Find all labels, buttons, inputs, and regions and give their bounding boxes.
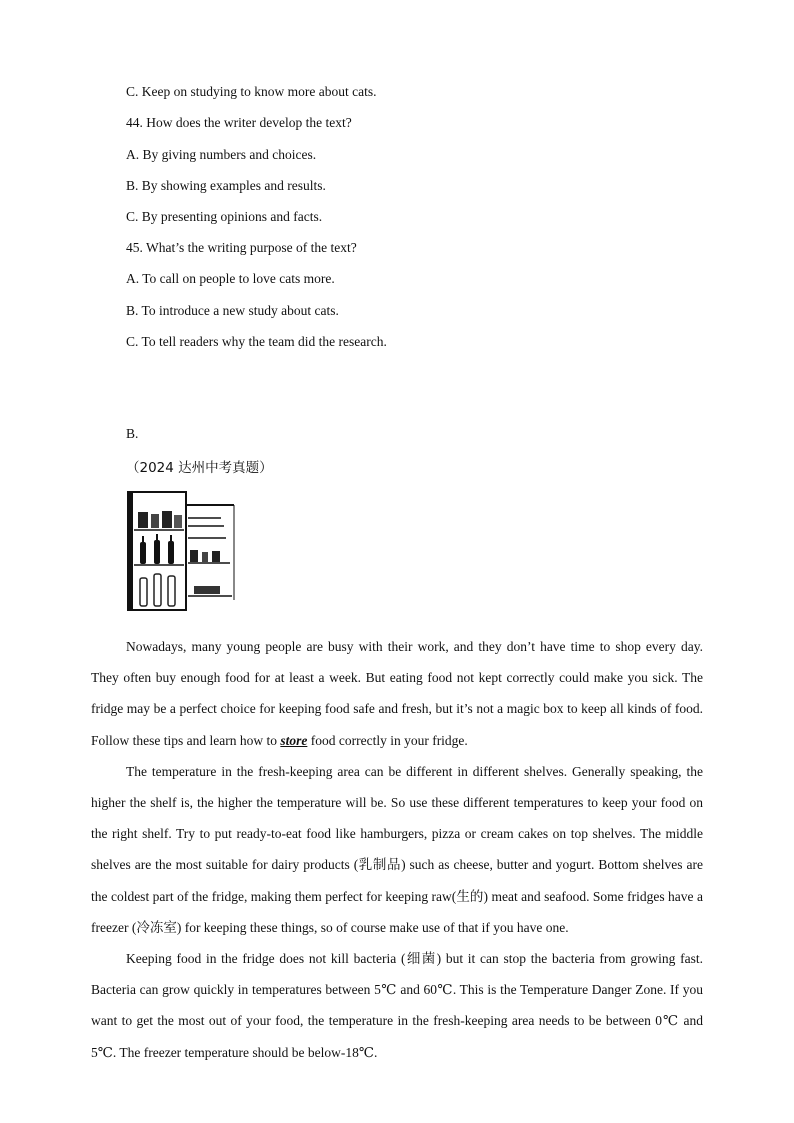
- option-44c: C. By presenting opinions and facts.: [126, 209, 323, 224]
- section-label: B.: [126, 426, 139, 441]
- option-43c: C. Keep on studying to know more about cats.: [126, 84, 377, 99]
- keyword-store: store: [280, 732, 308, 748]
- option-45a: A. To call on people to love cats more.: [126, 271, 335, 286]
- paragraph-3: Keeping food in the fridge does not kill bacteria (细菌) but it can stop the bacteria from growing fast. Bacteria can grow quickly in temperatures between 5℃ and 60℃. This is the Temperature Danger Zone. If you want to get the most out of your food, the temperature in the fresh-keeping area needs to be between 0℃ and 5℃. The freezer temperature should be below-18℃.: [91, 951, 703, 1060]
- exam-source: （2024 达州中考真题）: [126, 460, 273, 476]
- option-44a: A. By giving numbers and choices.: [126, 147, 317, 162]
- question-45: 45. What’s the writing purpose of the text?: [126, 240, 357, 255]
- paragraph-2: The temperature in the fresh-keeping area can be different in different shelves. Generally speaking, the higher the shelf is, the higher the temperature will be. So use these different temperatures to keep your food on the right shelf. Try to put ready-to-eat food like hamburgers, pizza or cream cakes on top shelves. The middle shelves are the most suitable for dairy products (乳制品) such as cheese, butter and yogurt. Bottom shelves are the coldest part of the fridge, making them perfect for keeping raw(生的) meat and seafood. Some fridges have a freezer (冷冻室) for keeping these things, so of course make use of that if you have one.: [91, 763, 703, 935]
- option-45c: C. To tell readers why the team did the research.: [126, 334, 387, 349]
- option-45b: B. To introduce a new study about cats.: [126, 303, 339, 318]
- reading-passage: [91, 631, 703, 1068]
- option-44b: B. By showing examples and results.: [126, 178, 326, 193]
- question-44: 44. How does the writer develop the text?: [126, 115, 352, 130]
- fridge-illustration: [126, 490, 238, 612]
- paragraph-1: Nowadays, many young people are busy with their work, and they don’t have time to shop every day. They often buy enough food for at least a week. But eating food not kept correctly could make you sick. The fridge may be a perfect choice for keeping food safe and fresh, but it’s not a magic box to keep all kinds of food. Follow these tips and learn how to store food correctly in your fridge.: [91, 639, 703, 748]
